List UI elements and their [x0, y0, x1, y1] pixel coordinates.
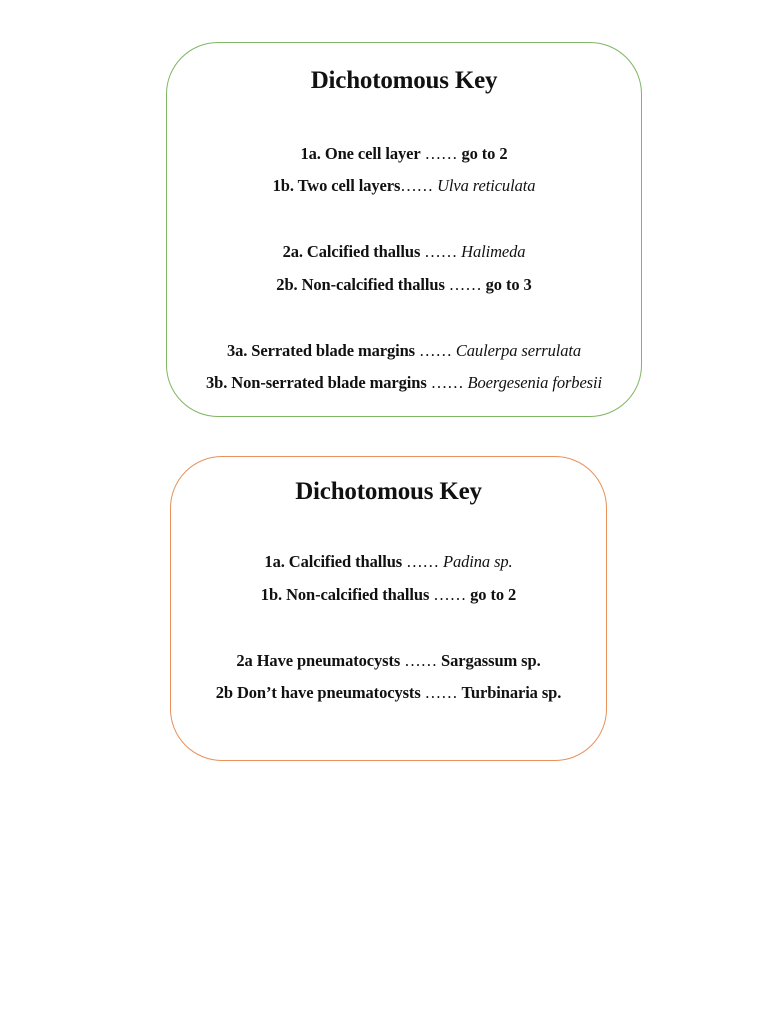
key-line-2a: 2a Have pneumatocysts …… Sargassum sp.	[236, 651, 541, 670]
dichotomous-key-box-2	[170, 456, 607, 761]
key-line-1a: 1a. One cell layer …… go to 2	[300, 144, 508, 163]
key-line-1b: 1b. Non-calcified thallus …… go to 2	[260, 585, 517, 604]
key-line-1a: 1a. Calcified thallus …… Padina sp.	[264, 552, 513, 571]
key-line-2a: 2a. Calcified thallus …… Halimeda	[282, 242, 526, 261]
key-title: Dichotomous Key	[295, 478, 482, 505]
key-line-3a: 3a. Serrated blade margins …… Caulerpa serrulata	[226, 341, 582, 360]
key-line-2b: 2b. Non-calcified thallus …… go to 3	[276, 275, 532, 294]
dichotomous-key-box-1	[166, 42, 642, 417]
key-line-2b: 2b Don’t have pneumatocysts …… Turbinaria sp.	[215, 683, 562, 702]
key-title: Dichotomous Key	[310, 67, 498, 94]
key-line-3b: 3b. Non-serrated blade margins …… Boergesenia forbesii	[206, 373, 602, 392]
key-line-1b: 1b. Two cell layers…… Ulva reticulata	[272, 176, 536, 195]
